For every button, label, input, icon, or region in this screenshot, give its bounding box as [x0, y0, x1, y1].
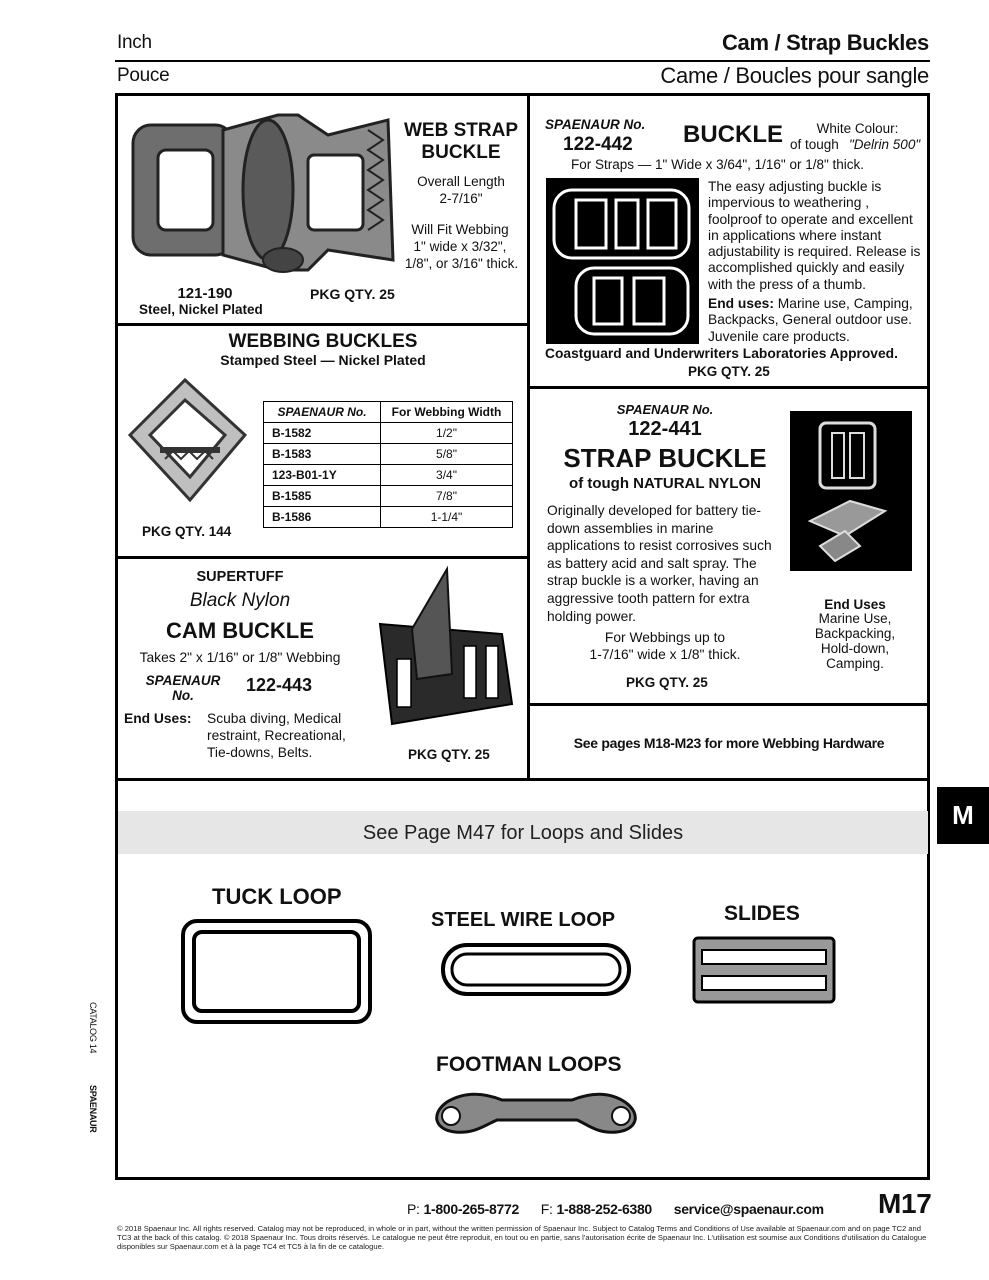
- web-strap-material: Steel, Nickel Plated: [139, 302, 263, 317]
- cam-buckle-title: CAM BUCKLE: [166, 618, 314, 643]
- footer-fax-label: F:: [540, 1201, 553, 1217]
- slides-image: [692, 936, 836, 1004]
- table-row: [264, 444, 513, 465]
- table-cell-part: B-1585: [264, 486, 381, 507]
- table-row: [264, 507, 513, 528]
- strap-441-end-uses-1: Marine Use,: [818, 611, 892, 626]
- buckle-442-end-uses-label: End uses:: [708, 296, 774, 311]
- tuck-loop-label: TUCK LOOP: [212, 884, 342, 909]
- header-divider: [115, 60, 930, 62]
- cam-buckle-end-uses-2: restraint, Recreational,: [207, 728, 346, 743]
- cam-buckle-part: 122-443: [246, 675, 313, 695]
- cam-buckle-spaenaur-label-1: SPAENAUR: [145, 673, 221, 688]
- buckle-442-title: BUCKLE: [683, 121, 783, 148]
- buckle-442-approved: Coastguard and Underwriters Laboratories Approved.: [545, 346, 898, 361]
- web-strap-fit-1: Will Fit Webbing: [411, 222, 509, 237]
- cam-buckle-spaenaur-label-2: No.: [172, 688, 194, 703]
- footer-fax[interactable]: 1-888-252-6380: [556, 1201, 652, 1217]
- buckle-442-image: [546, 178, 699, 344]
- web-strap-fit-3: 1/8", or 3/16" thick.: [404, 256, 519, 271]
- table-cell-part: 123-B01-1Y: [264, 465, 381, 486]
- center-vertical-divider: [527, 93, 530, 780]
- buckle-442-pkg: PKG QTY. 25: [688, 364, 770, 379]
- buckle-442-colour-3: "Delrin 500": [849, 137, 921, 152]
- webbing-buckles-pkg: PKG QTY. 144: [142, 524, 232, 539]
- table-row: [264, 465, 513, 486]
- divider-left-1: [115, 323, 529, 326]
- footman-loops-label: FOOTMAN LOOPS: [436, 1053, 622, 1076]
- buckle-442-part: 122-442: [563, 134, 633, 155]
- header-left-en: Inch: [117, 32, 152, 53]
- table-cell-width: 1-1/4": [381, 507, 513, 528]
- header-right-en: Cam / Strap Buckles: [721, 30, 929, 55]
- table-cell-part: B-1583: [264, 444, 381, 465]
- buckle-442-end-uses: [708, 296, 926, 345]
- side-catalog-text: CATALOG 14: [88, 1002, 98, 1054]
- strap-441-end-uses-3: Hold-down,: [820, 641, 890, 656]
- strap-441-end-uses-4: Camping.: [826, 656, 884, 671]
- web-strap-overall-2: 2-7/16": [439, 191, 483, 206]
- buckle-442-straps: For Straps — 1" Wide x 3/64", 1/16" or 1/8" thick.: [571, 157, 865, 172]
- cam-buckle-end-uses-label: End Uses:: [124, 711, 192, 726]
- web-strap-overall-1: Overall Length: [417, 174, 505, 189]
- section-tab-m: M: [937, 787, 989, 844]
- header-left-fr: Pouce: [117, 65, 170, 86]
- footer-copyright: [117, 1224, 932, 1251]
- footman-loop-image: [427, 1090, 645, 1138]
- divider-right-1: [528, 386, 930, 389]
- table-header-part: SPAENAUR No.: [264, 402, 381, 423]
- web-strap-title-1: WEB STRAP: [404, 120, 518, 141]
- table-header-row: [264, 402, 513, 423]
- webbing-buckles-title: WEBBING BUCKLES: [228, 331, 418, 352]
- buckle-442-spaenaur-label: SPAENAUR No.: [545, 117, 646, 132]
- cam-buckle-end-uses-3: Tie-downs, Belts.: [207, 745, 313, 760]
- cam-buckle-brand: SUPERTUFF: [196, 569, 284, 585]
- webbing-buckles-subtitle: Stamped Steel — Nickel Plated: [220, 352, 426, 368]
- buckle-442-description: The easy adjusting buckle is impervious to weathering , foolproof to operate and excellent in applications where instant adjustability is required. Release is accomplished quickly and easily with the press of a thumb.: [708, 179, 921, 292]
- loops-banner-text: See Page M47 for Loops and Slides: [362, 822, 684, 844]
- footer-email-link[interactable]: service@spaenaur.com: [673, 1201, 824, 1217]
- cam-buckle-takes: Takes 2" x 1/16" or 1/8" Webbing: [139, 650, 341, 665]
- table-row: [264, 486, 513, 507]
- table-cell-width: 1/2": [381, 423, 513, 444]
- page-number: M17: [878, 1188, 932, 1219]
- footer-phone-label: P:: [407, 1201, 420, 1217]
- steel-wire-loop-image: [440, 942, 632, 997]
- web-strap-fit-2: 1" wide x 3/32",: [413, 239, 507, 254]
- footer-phone[interactable]: 1-800-265-8772: [423, 1201, 519, 1217]
- cam-buckle-pkg: PKG QTY. 25: [408, 747, 490, 762]
- table-cell-width: 3/4": [381, 465, 513, 486]
- footer-contact: [407, 1201, 824, 1217]
- divider-left-2: [115, 556, 529, 559]
- web-strap-part: 121-190: [177, 285, 233, 302]
- cam-buckle-end-uses-1: Scuba diving, Medical: [207, 711, 342, 726]
- footer-copyright-en: © 2018 Spaenaur Inc. All rights reserved. Catalog may not be reproduced, in whole or in part, without the written permission of Spaenaur Inc. Subject to Catalog Terms and Conditions of Use available at Spaenaur.com and on page TC2 and TC3 at the back of this catalog.: [117, 1224, 921, 1242]
- table-cell-width: 7/8": [381, 486, 513, 507]
- divider-right-2: [528, 703, 930, 706]
- table-cell-part: B-1586: [264, 507, 381, 528]
- buckle-442-end-uses-text: Marine use, Camping, Backpacks, General outdoor use. Juvenile care products.: [708, 296, 913, 344]
- strap-441-webbing-1: For Webbings up to: [604, 630, 726, 645]
- cam-buckle-material: Black Nylon: [189, 590, 291, 611]
- strap-441-pkg: PKG QTY. 25: [626, 675, 708, 690]
- strap-441-description: Originally developed for battery tie-down assemblies in marine applications to resist corrosives such as battery acid and salt spray. The strap buckle is a worker, having an aggressive tooth pattern for extra holding power.: [547, 503, 772, 624]
- webbing-buckles-table: [263, 401, 513, 528]
- strap-441-spaenaur-label: SPAENAUR No.: [616, 402, 714, 417]
- cam-buckle-image: [372, 564, 518, 730]
- header-right-fr: Came / Boucles pour sangle: [660, 63, 929, 88]
- steel-wire-loop-label: STEEL WIRE LOOP: [431, 909, 616, 931]
- strap-441-end-uses-2: Backpacking,: [814, 626, 896, 641]
- web-strap-buckle-image: [128, 110, 396, 280]
- strap-441-end-uses-label: End Uses: [824, 597, 886, 612]
- strap-441-part: 122-441: [628, 418, 702, 440]
- web-strap-pkg: PKG QTY. 25: [310, 286, 395, 302]
- table-cell-width: 5/8": [381, 444, 513, 465]
- web-strap-title-2: BUCKLE: [421, 142, 501, 163]
- strap-441-webbing-2: 1-7/16" wide x 1/8" thick.: [589, 647, 741, 662]
- webbing-buckle-image: [125, 375, 253, 510]
- strap-441-subtitle: of tough NATURAL NYLON: [569, 475, 761, 492]
- table-header-width: For Webbing Width: [381, 402, 513, 423]
- side-brand-text: SPAENAUR: [88, 1085, 98, 1133]
- slides-label: SLIDES: [724, 902, 800, 925]
- strap-441-title: STRAP BUCKLE: [563, 443, 767, 473]
- footer-copyright-fr: © 2018 Spaenaur Inc. Tous droits réservés. Le catalogue ne peut être reproduit, en tout ou en partie, sans l'autorisation écrite de Spaenaur Inc. L'utilisation est soumise aux Conditions d'utilisation du Catalogue disponibles sur Spaenaur.com et à la page TC4 et TC5 à la fin de ce catalogue.: [117, 1233, 927, 1251]
- strap-441-image: [790, 411, 912, 571]
- table-cell-part: B-1582: [264, 423, 381, 444]
- see-pages-note: See pages M18-M23 for more Webbing Hardware: [573, 735, 885, 751]
- tuck-loop-image: [180, 918, 373, 1025]
- buckle-442-colour-2: of tough: [790, 137, 839, 152]
- buckle-442-colour-1: White Colour:: [816, 121, 899, 136]
- table-row: [264, 423, 513, 444]
- divider-full: [115, 778, 930, 781]
